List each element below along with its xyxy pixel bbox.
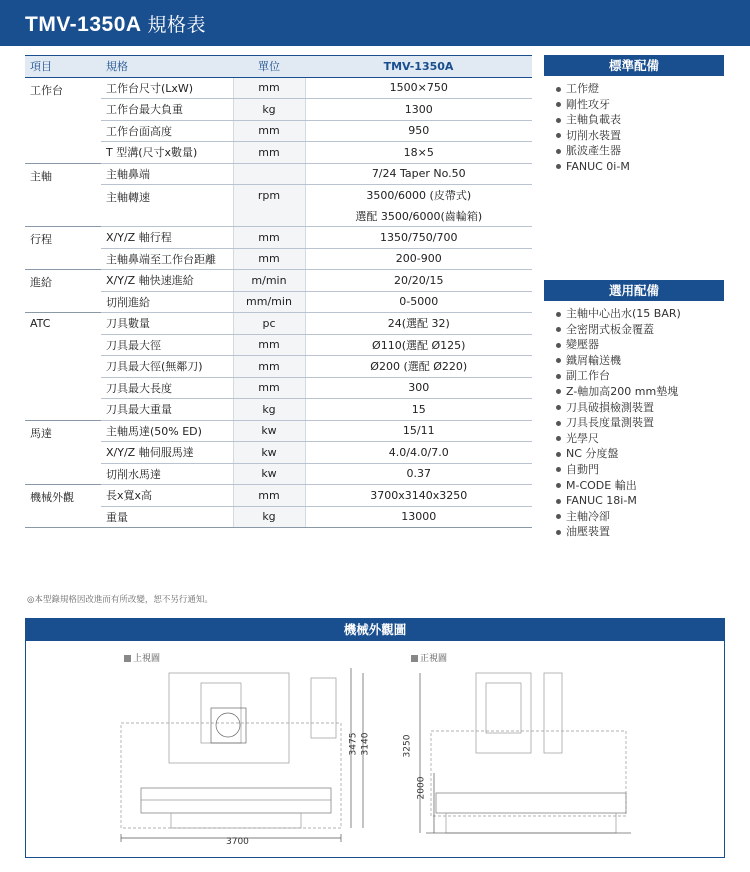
spec-name: 刀具最大重量 <box>101 399 233 421</box>
optional-item: 刀具長度量測裝置 <box>556 415 724 431</box>
spec-unit: mm <box>233 248 305 270</box>
spec-name: 刀具最大徑 <box>101 334 233 356</box>
spec-unit: kg <box>233 399 305 421</box>
spec-row <box>25 227 532 249</box>
spec-unit: mm <box>233 356 305 378</box>
spec-unit: mm <box>233 120 305 142</box>
spec-value: 20/20/15 <box>305 270 532 292</box>
spec-unit <box>233 163 305 185</box>
optional-item: 變壓器 <box>556 337 724 353</box>
spec-row <box>25 248 532 270</box>
spec-unit: kw <box>233 420 305 442</box>
spec-row <box>25 120 532 142</box>
spec-value: 1500×750 <box>305 77 532 99</box>
col-header-spec: 規格 <box>101 56 233 78</box>
spec-value: 1300 <box>305 99 532 121</box>
page-title <box>25 10 206 37</box>
optional-item: 鐵屑輸送機 <box>556 353 724 369</box>
spec-row <box>25 270 532 292</box>
spec-unit: mm/min <box>233 291 305 313</box>
spec-group-name: 行程 <box>25 227 101 270</box>
spec-unit: kg <box>233 99 305 121</box>
top-view-drawing <box>111 663 371 853</box>
dim-top-depth2: 3140 <box>360 732 371 756</box>
dim-front-height2: 2000 <box>416 776 427 800</box>
spec-row <box>25 399 532 421</box>
spec-unit: kw <box>233 463 305 485</box>
spec-name: 刀具最大徑(無鄰刀) <box>101 356 233 378</box>
optional-item: 油壓裝置 <box>556 524 724 540</box>
optional-equipment-list <box>544 306 724 540</box>
standard-item: 主軸負載表 <box>556 112 724 128</box>
spec-row <box>25 356 532 378</box>
spec-value: 7/24 Taper No.50 <box>305 163 532 185</box>
optional-item: 光學尺 <box>556 431 724 447</box>
dim-top-width: 3700 <box>226 837 249 847</box>
spec-value: 15/11 <box>305 420 532 442</box>
spec-name: 切削進給 <box>101 291 233 313</box>
model-name: TMV-1350A <box>25 13 142 36</box>
top-view-label: 上視圖 <box>124 651 160 664</box>
spec-name: 主軸馬達(50% ED) <box>101 420 233 442</box>
spec-value-option: 選配 3500/6000(齒輪箱) <box>305 206 532 227</box>
spec-value: 0-5000 <box>305 291 532 313</box>
optional-item: 主軸冷卻 <box>556 509 724 525</box>
spec-value: 15 <box>305 399 532 421</box>
spec-unit: mm <box>233 142 305 164</box>
page-header <box>0 0 750 46</box>
spec-unit: kw <box>233 442 305 464</box>
dim-top-depth1: 3475 <box>348 732 359 756</box>
standard-item: 工作燈 <box>556 81 724 97</box>
spec-unit: mm <box>233 77 305 99</box>
spec-note: ◎本型錄規格因改進而有所改變，恕不另行通知。 <box>27 595 213 605</box>
spec-value: 4.0/4.0/7.0 <box>305 442 532 464</box>
spec-group-name: ATC <box>25 313 101 421</box>
spec-value: 200-900 <box>305 248 532 270</box>
square-bullet-icon <box>124 655 131 662</box>
spec-unit: pc <box>233 313 305 335</box>
spec-row <box>25 420 532 442</box>
spec-row <box>25 442 532 464</box>
standard-equipment-title: 標準配備 <box>544 55 724 76</box>
drawing-panel <box>25 641 725 858</box>
spec-name: T 型溝(尺寸x數量) <box>101 142 233 164</box>
standard-item: 脈波產生器 <box>556 143 724 159</box>
optional-item: 刀具破損檢測裝置 <box>556 400 724 416</box>
optional-equipment <box>544 280 724 540</box>
optional-item: Z-軸加高200 mm墊塊 <box>556 384 724 400</box>
spec-name: 工作台尺寸(LxW) <box>101 77 233 99</box>
spec-value: 13000 <box>305 506 532 528</box>
spec-name: 切削水馬達 <box>101 463 233 485</box>
optional-item: NC 分度盤 <box>556 446 724 462</box>
optional-equipment-title: 選用配備 <box>544 280 724 301</box>
spec-name: 主軸鼻端至工作台距離 <box>101 248 233 270</box>
spec-name: 主軸鼻端 <box>101 163 233 185</box>
spec-name: 刀具數量 <box>101 313 233 335</box>
optional-item: FANUC 18i-M <box>556 493 724 509</box>
drawing-title: 機械外觀圖 <box>25 618 725 641</box>
spec-row <box>25 163 532 185</box>
spec-row <box>25 485 532 507</box>
front-view-label: 正視圖 <box>411 651 447 664</box>
spec-unit: mm <box>233 377 305 399</box>
spec-name: X/Y/Z 軸行程 <box>101 227 233 249</box>
spec-unit: mm <box>233 227 305 249</box>
spec-unit: kg <box>233 506 305 528</box>
spec-row <box>25 334 532 356</box>
spec-row <box>25 377 532 399</box>
spec-group-name: 馬達 <box>25 420 101 485</box>
optional-item: 全密閉式板金覆蓋 <box>556 322 724 338</box>
spec-name: X/Y/Z 軸伺服馬達 <box>101 442 233 464</box>
spec-value: 3500/6000 (皮帶式) <box>305 185 532 206</box>
spec-unit: m/min <box>233 270 305 292</box>
spec-header-row <box>25 56 532 78</box>
spec-row <box>25 185 532 206</box>
spec-unit: mm <box>233 334 305 356</box>
spec-row <box>25 506 532 528</box>
spec-value: Ø110(選配 Ø125) <box>305 334 532 356</box>
spec-name: 工作台面高度 <box>101 120 233 142</box>
optional-item: 主軸中心出水(15 BAR) <box>556 306 724 322</box>
spec-row <box>25 77 532 99</box>
spec-row <box>25 99 532 121</box>
optional-item: 自動門 <box>556 462 724 478</box>
spec-row <box>25 463 532 485</box>
spec-unit: rpm <box>233 185 305 227</box>
standard-item: 切削水裝置 <box>556 128 724 144</box>
spec-value: 300 <box>305 377 532 399</box>
spec-group-name: 機械外觀 <box>25 485 101 528</box>
spec-name: X/Y/Z 軸快速進給 <box>101 270 233 292</box>
spec-value: 18×5 <box>305 142 532 164</box>
standard-equipment <box>544 55 724 175</box>
spec-group-name: 主軸 <box>25 163 101 227</box>
dim-front-height: 3250 <box>402 734 413 758</box>
spec-value: 950 <box>305 120 532 142</box>
front-view-drawing <box>406 663 636 853</box>
spec-name: 主軸轉速 <box>101 185 233 227</box>
spec-value: 3700x3140x3250 <box>305 485 532 507</box>
page-subtitle: 規格表 <box>147 15 207 36</box>
spec-row <box>25 291 532 313</box>
spec-unit: mm <box>233 485 305 507</box>
spec-row <box>25 142 532 164</box>
spec-group-name: 工作台 <box>25 77 101 163</box>
spec-name: 工作台最大負重 <box>101 99 233 121</box>
spec-name: 刀具最大長度 <box>101 377 233 399</box>
standard-item: FANUC 0i-M <box>556 159 724 175</box>
standard-equipment-list <box>544 81 724 175</box>
spec-name: 重量 <box>101 506 233 528</box>
col-header-model: TMV-1350A <box>305 56 532 78</box>
spec-value: Ø200 (選配 Ø220) <box>305 356 532 378</box>
spec-row <box>25 313 532 335</box>
optional-item: 副工作台 <box>556 368 724 384</box>
spec-group-name: 進給 <box>25 270 101 313</box>
optional-item: M-CODE 輸出 <box>556 478 724 494</box>
col-header-item: 項目 <box>25 56 101 78</box>
standard-item: 剛性攻牙 <box>556 97 724 113</box>
spec-name: 長x寬x高 <box>101 485 233 507</box>
spec-value: 0.37 <box>305 463 532 485</box>
spec-value: 24(選配 32) <box>305 313 532 335</box>
col-header-unit: 單位 <box>233 56 305 78</box>
square-bullet-icon <box>411 655 418 662</box>
spec-value: 1350/750/700 <box>305 227 532 249</box>
spec-table <box>25 55 532 528</box>
